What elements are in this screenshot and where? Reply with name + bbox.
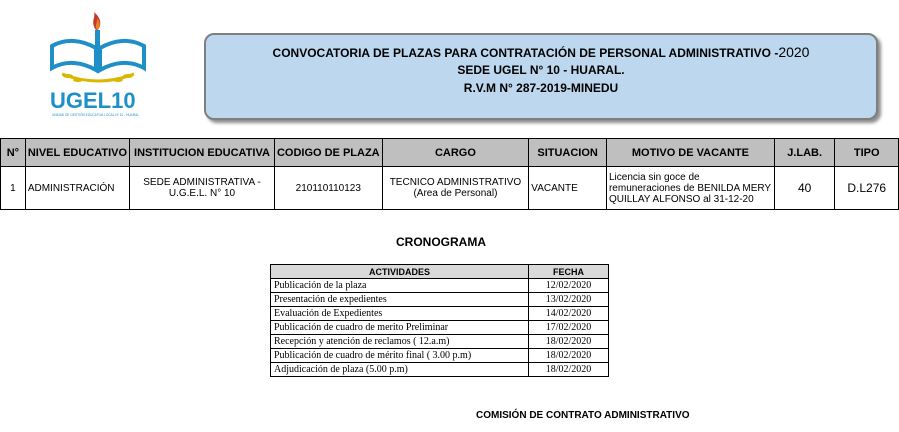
date-cell: 13/02/2020 xyxy=(529,293,609,307)
tipo-cell: D.L276 xyxy=(835,167,899,210)
cronograma-header-row xyxy=(271,265,609,279)
date-cell: 12/02/2020 xyxy=(529,279,609,293)
activity-cell: Recepción y atención de reclamos ( 12.a.m) xyxy=(271,335,529,349)
activity-cell: Presentación de expedientes xyxy=(271,293,529,307)
activity-cell: Publicación de cuadro de merito Preliminar xyxy=(271,321,529,335)
activity-cell: Publicación de la plaza xyxy=(271,279,529,293)
motivo-cell: Licencia sin goce de remuneraciones de BENILDA MERY QUILLAY ALFONSO al 31-12-20 xyxy=(606,167,774,210)
column-header: TIPO xyxy=(835,139,899,167)
page-title: CONVOCATORIA DE PLAZAS PARA CONTRATACIÓN DE PERSONAL ADMINISTRATIVO -2020 xyxy=(272,44,810,60)
column-header: ACTIVIDADES xyxy=(271,265,529,279)
codigo-plaza-cell: 210110110123 xyxy=(274,167,382,210)
table-row xyxy=(271,335,609,349)
table-row xyxy=(271,363,609,377)
svg-text:UGEL10: UGEL10 xyxy=(50,88,136,113)
column-header: CARGO xyxy=(382,139,529,167)
activity-cell: Adjudicación de plaza (5.00 p.m) xyxy=(271,363,529,377)
column-header: MOTIVO DE VACANTE xyxy=(606,139,774,167)
column-header: SITUACION xyxy=(529,139,607,167)
date-cell: 18/02/2020 xyxy=(529,363,609,377)
institucion-cell: SEDE ADMINISTRATIVA - U.G.E.L. N° 10 xyxy=(130,167,275,210)
date-cell: 17/02/2020 xyxy=(529,321,609,335)
cronograma-table xyxy=(270,264,609,377)
date-cell: 18/02/2020 xyxy=(529,349,609,363)
vacancies-table xyxy=(0,138,899,210)
commission-signature: COMISIÓN DE CONTRATO ADMINISTRATIVO xyxy=(476,410,690,421)
row-number: 1 xyxy=(1,167,26,210)
cargo-cell: TECNICO ADMINISTRATIVO (Area de Personal) xyxy=(382,167,529,210)
title-banner xyxy=(204,33,878,120)
ugel10-logo xyxy=(44,12,154,118)
page-subtitle: SEDE UGEL N° 10 - HUARAL. xyxy=(457,63,625,77)
activity-cell: Publicación de cuadro de mérito final ( 3.00 p.m) xyxy=(271,349,529,363)
activity-cell: Evaluación de Expedientes xyxy=(271,307,529,321)
table-row xyxy=(271,349,609,363)
resolution-text: R.V.M N° 287-2019-MINEDU xyxy=(463,81,619,95)
column-header: FECHA xyxy=(529,265,609,279)
column-header: NIVEL EDUCATIVO xyxy=(25,139,129,167)
jornada-laboral-cell: 40 xyxy=(774,167,835,210)
cronograma-title: CRONOGRAMA xyxy=(396,235,486,249)
date-cell: 14/02/2020 xyxy=(529,307,609,321)
column-header: CODIGO DE PLAZA xyxy=(274,139,382,167)
table-header-row xyxy=(1,139,899,167)
svg-text:UNIDAD DE GESTIÓN EDUCATIVA LO: UNIDAD DE GESTIÓN EDUCATIVA LOCAL Nº 10 - HUARAL xyxy=(52,113,140,117)
table-row xyxy=(271,293,609,307)
book-icon xyxy=(52,41,96,70)
column-header: J.LAB. xyxy=(774,139,835,167)
table-row xyxy=(1,167,899,210)
table-row xyxy=(271,307,609,321)
column-header: INSTITUCION EDUCATIVA xyxy=(130,139,275,167)
nivel-educativo-cell: ADMINISTRACIÓN xyxy=(25,167,129,210)
date-cell: 18/02/2020 xyxy=(529,335,609,349)
table-row xyxy=(271,279,609,293)
column-header: N° xyxy=(1,139,26,167)
table-row xyxy=(271,321,609,335)
situacion-cell: VACANTE xyxy=(529,167,607,210)
title-year: 2020 xyxy=(778,44,810,60)
